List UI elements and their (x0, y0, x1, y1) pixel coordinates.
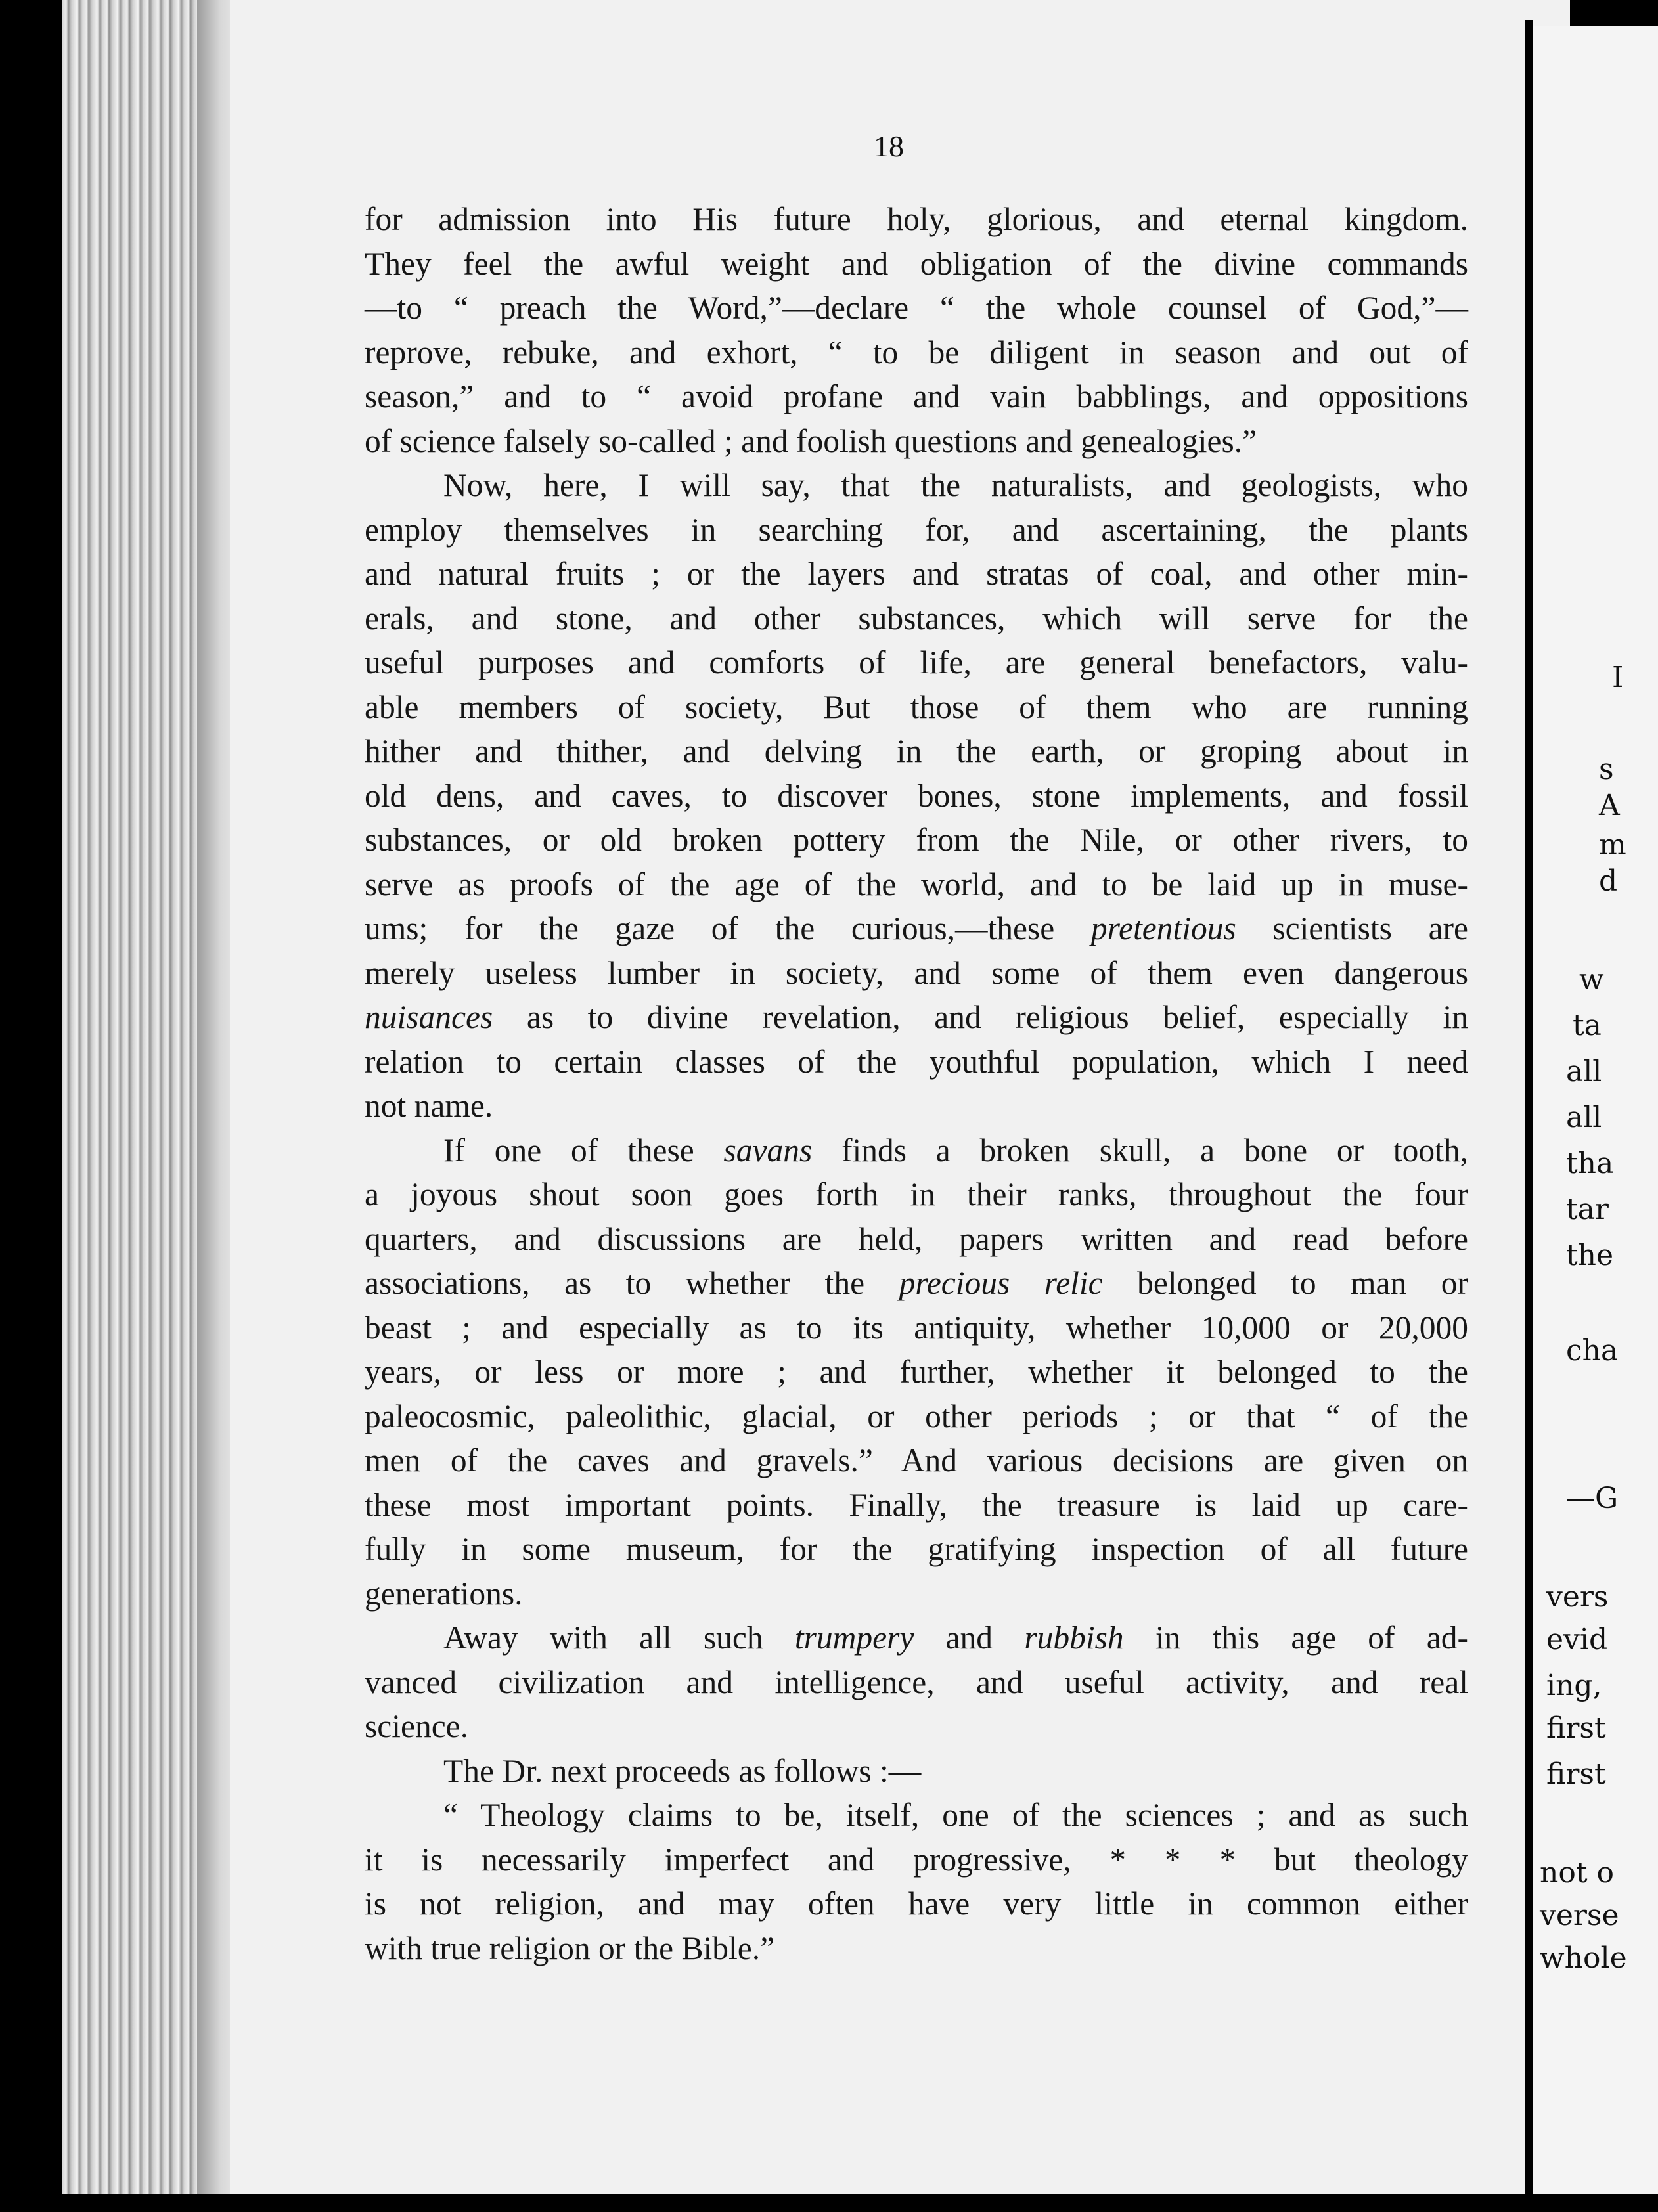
facing-page-text-fragment: w (1579, 963, 1604, 996)
text-line: “ Theology claims to be, itself, one of the sciences ; and as such (443, 1797, 1468, 1833)
text-line: able members of society, But those of them who are running (365, 688, 1468, 725)
facing-page-text-fragment: m (1599, 828, 1626, 862)
facing-page-text-fragment: ta (1573, 1009, 1602, 1042)
facing-page-text-fragment: verse (1540, 1899, 1619, 1932)
text-line: and natural fruits ; or the layers and stratas of coal, and other min- (365, 556, 1468, 592)
text-line: associations, as to whether the precious relic belonged to man or (365, 1265, 1468, 1301)
text-line: generations. (365, 1575, 523, 1612)
paragraph (365, 1616, 1468, 1749)
facing-page-text-fragment: tha (1566, 1147, 1614, 1180)
text-line: beast ; and especially as to its antiquity, whether 10,000 or 20,000 (365, 1309, 1468, 1346)
paragraph (365, 1749, 1468, 1794)
facing-page-fragment (1533, 26, 1658, 2194)
text-line: old dens, and caves, to discover bones, stone implements, and fossil (365, 777, 1468, 814)
text-line: years, or less or more ; and further, whether it belonged to the (365, 1354, 1468, 1390)
page-number: 18 (874, 129, 904, 163)
facing-page-text-fragment: ing, (1546, 1669, 1602, 1702)
text-line: men of the caves and gravels.” And various decisions are given on (365, 1442, 1468, 1478)
facing-page-text-fragment: s (1599, 753, 1614, 786)
text-line: substances, or old broken pottery from the Nile, or other rivers, to (365, 822, 1468, 858)
text-line: for admission into His future holy, glorious, and eternal kingdom. (365, 201, 1468, 237)
text-line: a joyous shout soon goes forth in their ranks, throughout the four (365, 1176, 1468, 1212)
paragraph (365, 463, 1468, 1128)
facing-page-text-fragment: tar (1566, 1193, 1609, 1226)
facing-page-text-fragment: d (1599, 864, 1618, 898)
page-text (365, 197, 1468, 1970)
facing-page-text-fragment: I (1612, 661, 1624, 694)
text-line: Now, here, I will say, that the naturalists, and geologists, who (443, 467, 1468, 503)
text-line: merely useless lumber in society, and some of them even dangerous (365, 954, 1468, 991)
paragraph (365, 197, 1468, 463)
text-line: nuisances as to divine revelation, and religious belief, especially in (365, 999, 1468, 1035)
text-line: relation to certain classes of the youthful population, which I need (365, 1043, 1468, 1080)
text-line: vanced civilization and intelligence, and useful activity, and real (365, 1664, 1468, 1700)
facing-page-text-fragment: cha (1566, 1334, 1619, 1367)
text-line: Away with all such trumpery and rubbish in this age of ad- (443, 1620, 1468, 1656)
facing-page-text-fragment: whole (1540, 1941, 1627, 1975)
text-line: it is necessarily imperfect and progressive, * * * but theology (365, 1841, 1468, 1878)
text-line: employ themselves in searching for, and ascertaining, the plants (365, 511, 1468, 548)
facing-page-text-fragment: —G (1566, 1482, 1619, 1515)
text-line: is not religion, and may often have very little in common either (365, 1886, 1468, 1922)
text-line: not name. (365, 1088, 493, 1124)
paragraph (365, 1128, 1468, 1616)
facing-page-text-fragment: vers (1546, 1580, 1609, 1614)
text-line: They feel the awful weight and obligation of the divine commands (365, 245, 1468, 282)
text-line: these most important points. Finally, the treasure is laid up care- (365, 1486, 1468, 1523)
text-line: ums; for the gaze of the curious,—these pretentious scientists are (365, 910, 1468, 946)
facing-page-text-fragment: A (1599, 789, 1620, 822)
facing-page-text-fragment: all (1566, 1055, 1602, 1088)
text-line: paleocosmic, paleolithic, glacial, or other periods ; or that “ of the (365, 1398, 1468, 1434)
text-line: reprove, rebuke, and exhort, “ to be diligent in season and out of (365, 334, 1468, 370)
text-line: with true religion or the Bible.” (365, 1930, 775, 1966)
facing-page-text-fragment: first (1546, 1712, 1606, 1745)
facing-page-text-fragment: all (1566, 1101, 1602, 1134)
text-line: If one of these savans finds a broken skull, a bone or tooth, (443, 1132, 1468, 1168)
text-line: fully in some museum, for the gratifying inspection of all future (365, 1531, 1468, 1567)
facing-page-text-fragment: first (1546, 1758, 1606, 1791)
text-line: quarters, and discussions are held, papers written and read before (365, 1220, 1468, 1257)
text-line: useful purposes and comforts of life, are general benefactors, valu- (365, 644, 1468, 680)
text-line: serve as proofs of the age of the world, and to be laid up in muse- (365, 866, 1468, 902)
facing-page-text-fragment: evid (1546, 1623, 1608, 1656)
facing-page-text-fragment: the (1566, 1239, 1614, 1272)
facing-page-text-fragment: not o (1540, 1856, 1614, 1890)
page-gutter-shadow (1525, 20, 1533, 2212)
text-line: season,” and to “ avoid profane and vain babblings, and oppositions (365, 378, 1468, 414)
text-line: erals, and stone, and other substances, which will serve for the (365, 600, 1468, 636)
text-line: The Dr. next proceeds as follows :— (443, 1752, 922, 1789)
text-line: —to “ preach the Word,”—declare “ the whole counsel of God,”— (365, 290, 1468, 326)
text-line: hither and thither, and delving in the earth, or groping about in (365, 733, 1468, 769)
text-line: of science falsely so-called ; and foolish questions and genealogies.” (365, 422, 1257, 459)
text-line: science. (365, 1708, 469, 1744)
paragraph (365, 1793, 1468, 1970)
